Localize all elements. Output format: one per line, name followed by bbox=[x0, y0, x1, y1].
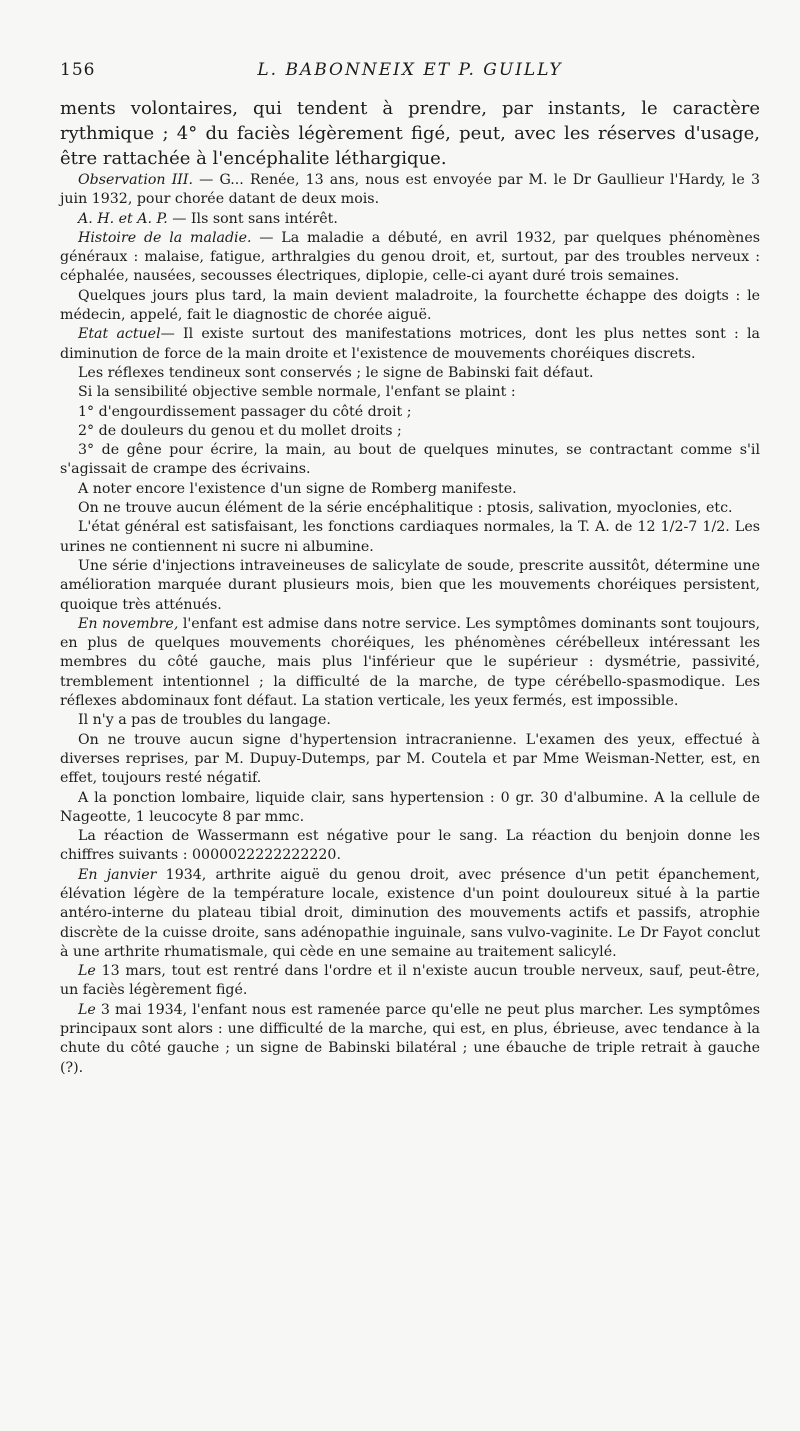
paragraph: Les réflexes tendineux sont conservés ; le signe de Babinski fait défaut. bbox=[78, 364, 594, 381]
paragraph: Le 13 mars, tout est rentré dans l'ordre et il n'existe aucun trouble nerveux, sauf, peut-être, un faciès légèrement figé. bbox=[60, 963, 760, 999]
paragraph: Il n'y a pas de troubles du langage. bbox=[78, 712, 331, 729]
paragraph: A noter encore l'existence d'un signe de Romberg manifeste. bbox=[78, 480, 517, 497]
paragraph: ments volontaires, qui tendent à prendre, par instants, le caractère rythmique ; 4° du faciès légèrement figé, peut, avec les réserves d'usage, être rattachée à l'encéphalite léthargique. bbox=[60, 98, 760, 169]
paragraph: Etat actuel— Il existe surtout des manifestations motrices, dont les plus nettes sont : la diminution de force de la main droite et l'existence de mouvements choréiques discrets. bbox=[60, 326, 760, 362]
paragraph: Quelques jours plus tard, la main devient maladroite, la fourchette échappe des doigts : le médecin, appelé, fait le diagnostic de chorée aiguë. bbox=[60, 287, 760, 324]
list-item: 1° d'engourdissement passager du côté droit ; bbox=[78, 403, 412, 420]
paragraph: On ne trouve aucun élément de la série encéphalitique : ptosis, salivation, myoclonies, etc. bbox=[78, 500, 733, 517]
running-title: L. BABONNEIX ET P. GUILLY bbox=[257, 60, 563, 80]
paragraph: La réaction de Wassermann est négative pour le sang. La réaction du benjoin donne les chiffres suivants : 0000022222222220. bbox=[60, 828, 760, 864]
paragraph: L'état général est satisfaisant, les fonctions cardiaques normales, la T. A. de 12 1/2-7 1/2. Les urines ne contiennent ni sucre ni albumine. bbox=[60, 519, 760, 555]
list-item: 3° de gêne pour écrire, la main, au bout de quelques minutes, se contractant comme s'il s'agissait de crampe des écrivains. bbox=[60, 442, 760, 478]
page-number: 156 bbox=[60, 60, 96, 80]
paragraph: On ne trouve aucun signe d'hypertension intracranienne. L'examen des yeux, effectué à diverses reprises, par M. Dupuy-Dutemps, par M. Coutela et par Mme Weisman-Netter, est, en effet, toujours resté négatif. bbox=[60, 731, 760, 787]
document-page bbox=[0, 52, 800, 1431]
paragraph: En novembre, l'enfant est admise dans notre service. Les symptômes dominants sont toujours, en plus de quelques mouvements choréiques, les phénomènes cérébelleux intéressant les membres du côté gauche, mais plus l'inférieur que le supérieur : dysmétrie, passivité, tremblement intentionnel ; la difficulté de la marche, de type cérébello-spasmodique. Les réflexes abdominaux font défaut. La station verticale, les yeux fermés, est impossible. bbox=[60, 615, 760, 710]
list-item: 2° de douleurs du genou et du mollet droits ; bbox=[78, 422, 402, 439]
paragraph: Observation III. — G... Renée, 13 ans, nous est envoyée par M. le Dr Gaullieur l'Hardy, le 3 juin 1932, pour chorée datant de deux mois. bbox=[60, 172, 760, 208]
paragraph: A. H. et A. P. — Ils sont sans intérêt. bbox=[78, 210, 338, 227]
paragraph: Le 3 mai 1934, l'enfant nous est ramenée parce qu'elle ne peut plus marcher. Les symptômes principaux sont alors : une difficulté de la marche, qui est, en plus, ébrieuse, avec tendance à la chute du côté gauche ; un signe de Babinski bilatéral ; une ébauche de triple retrait à gauche (?). bbox=[60, 1001, 760, 1076]
article-body bbox=[60, 96, 760, 1078]
paragraph: A la ponction lombaire, liquide clair, sans hypertension : 0 gr. 30 d'albumine. A la cellule de Nageotte, 1 leucocyte 8 par mmc. bbox=[60, 789, 760, 825]
paragraph: Histoire de la maladie. — La maladie a débuté, en avril 1932, par quelques phénomènes généraux : malaise, fatigue, arthralgies du genou droit, et, surtout, par des troubles nerveux : céphalée, nausées, secousses électriques, diplopie, celle-ci ayant duré trois semaines. bbox=[60, 229, 760, 285]
paragraph: Une série d'injections intraveineuses de salicylate de soude, prescrite aussitôt, détermine une amélioration marquée durant plusieurs mois, bien que les mouvements choréiques persistent, quoique très atténués. bbox=[60, 557, 760, 613]
paragraph: En janvier 1934, arthrite aiguë du genou droit, avec présence d'un petit épanchement, élévation légère de la température locale, existence d'un point douloureux situé à la partie antéro-interne du plateau tibial droit, diminution des mouvements actifs et passifs, atrophie discrète de la cuisse droite, sans adénopathie inguinale, sans vulvo-vaginite. Le Dr Fayot conclut à une arthrite rhumatismale, qui cède en une semaine au traitement salicylé. bbox=[60, 866, 760, 960]
paragraph: Si la sensibilité objective semble normale, l'enfant se plaint : bbox=[78, 384, 516, 401]
page-header bbox=[60, 52, 760, 96]
